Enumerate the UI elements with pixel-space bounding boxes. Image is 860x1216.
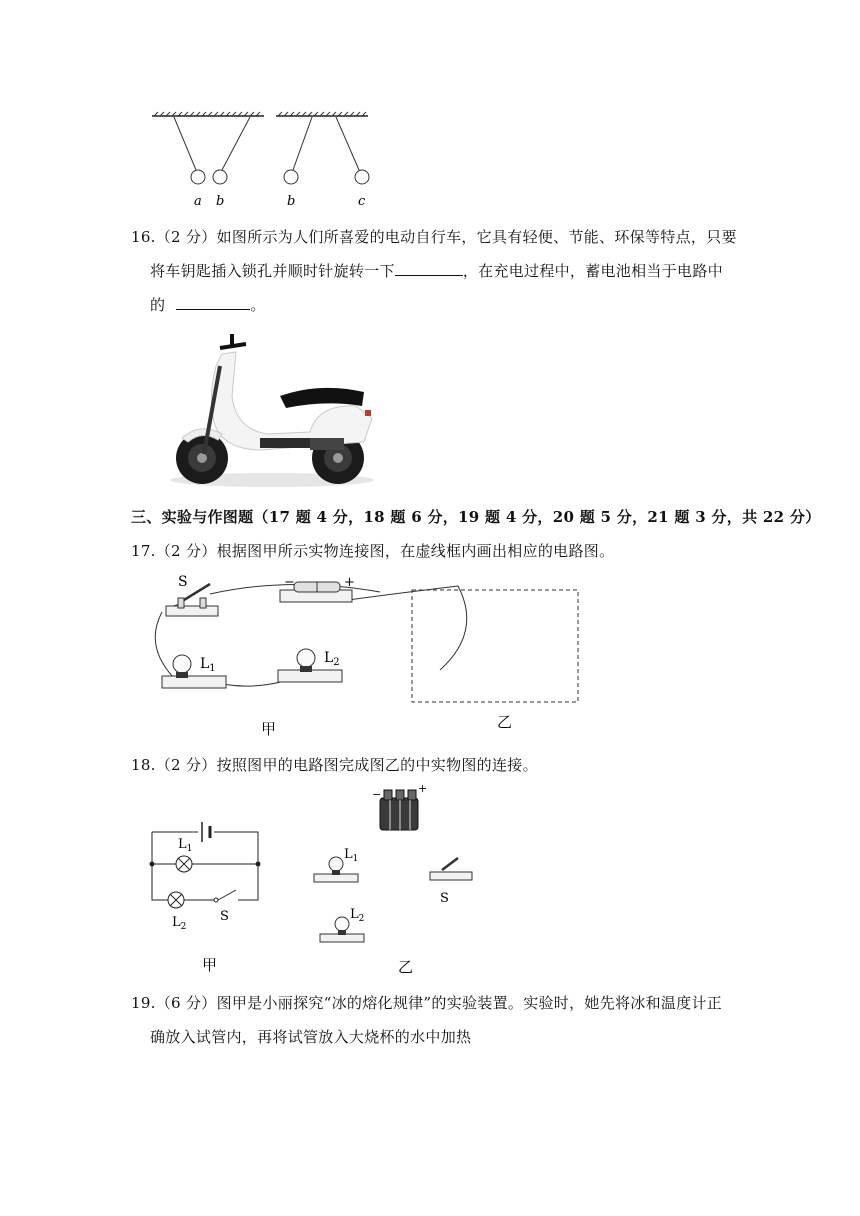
q17-caption-right: 乙: [497, 713, 513, 731]
q19-line1: 19.（6 分）图甲是小丽探究“冰的熔化规律”的实验装置。实验时，她先将冰和温度计正: [131, 994, 723, 1012]
phys-lamp-l2: [320, 907, 364, 942]
lamp-l1: [162, 655, 226, 688]
q18-caption-left: 甲: [202, 956, 218, 974]
battery-minus: −: [284, 575, 295, 590]
ball-a: [191, 170, 205, 184]
ceiling-left: [152, 112, 264, 116]
phys-lamp-l1: [314, 847, 358, 882]
label-a: a: [194, 194, 202, 209]
q16-line3-text-b: 。: [250, 296, 266, 314]
switch-s-label: S: [178, 574, 188, 590]
q16-line2-text-b: ，在充电过程中，蓄电池相当于电路中: [462, 262, 723, 280]
phys-l2-label: $L_2$: [350, 907, 365, 924]
phys-l1-label: $L_1$: [344, 847, 359, 864]
circuit-diagram: [150, 822, 261, 932]
q19-line2: 确放入试管内，再将试管放入大烧杯的水中加热: [150, 1028, 472, 1046]
ball-b-left: [213, 170, 227, 184]
q16-line2: [150, 254, 723, 288]
q17-caption-left: 甲: [261, 720, 277, 738]
scooter-image: [160, 326, 380, 488]
answer-box[interactable]: [412, 590, 578, 702]
lamp-l2-label: $L_2$: [324, 650, 340, 668]
ceiling-right: [276, 112, 368, 116]
switch-s: [166, 574, 218, 616]
q16-line3: [150, 288, 266, 322]
battery-pack: [372, 784, 427, 830]
diagram-l1-label: $L_1$: [178, 837, 193, 854]
pack-minus: −: [372, 788, 382, 801]
pendulum-figure: [140, 108, 380, 212]
q17-text: 17.（2 分）根据图甲所示实物连接图，在虚线框内画出相应的电路图。: [131, 542, 615, 560]
q18-caption-right: 乙: [398, 958, 414, 976]
q16-line1: 16.（2 分）如图所示为人们所喜爱的电动自行车，它具有轻便、节能、环保等特点，只要: [131, 228, 737, 246]
q18-figure: [140, 784, 500, 980]
pack-plus: +: [418, 784, 428, 795]
lamp-l2: [278, 649, 342, 682]
diagram-s-label: S: [220, 909, 229, 924]
section3-heading: 三、实验与作图题（17 题 4 分，18 题 6 分，19 题 4 分，20 题 5 分，21 题 3 分，共 22 分）: [131, 508, 821, 526]
label-b-right: b: [287, 194, 296, 209]
ball-c: [355, 170, 369, 184]
phys-switch-s: [430, 858, 472, 906]
label-c: c: [358, 194, 366, 209]
q18-text: 18.（2 分）按照图甲的电路图完成图乙的中实物图的连接。: [131, 756, 538, 774]
q16-blank-2[interactable]: [176, 293, 250, 310]
q16-blank-1[interactable]: [395, 259, 463, 276]
lamp-l1-label: $L_1$: [200, 656, 216, 674]
q17-figure: [140, 572, 600, 742]
ball-b-right: [284, 170, 298, 184]
label-b-left: b: [216, 194, 225, 209]
battery: [280, 575, 355, 602]
q16-line3-text-a: 的: [150, 296, 166, 314]
battery-plus: +: [344, 575, 355, 590]
diagram-l2-label: $L_2$: [172, 915, 187, 932]
q16-line2-text-a: 将车钥匙插入锁孔并顺时针旋转一下: [150, 262, 395, 280]
phys-s-label: S: [440, 891, 449, 906]
